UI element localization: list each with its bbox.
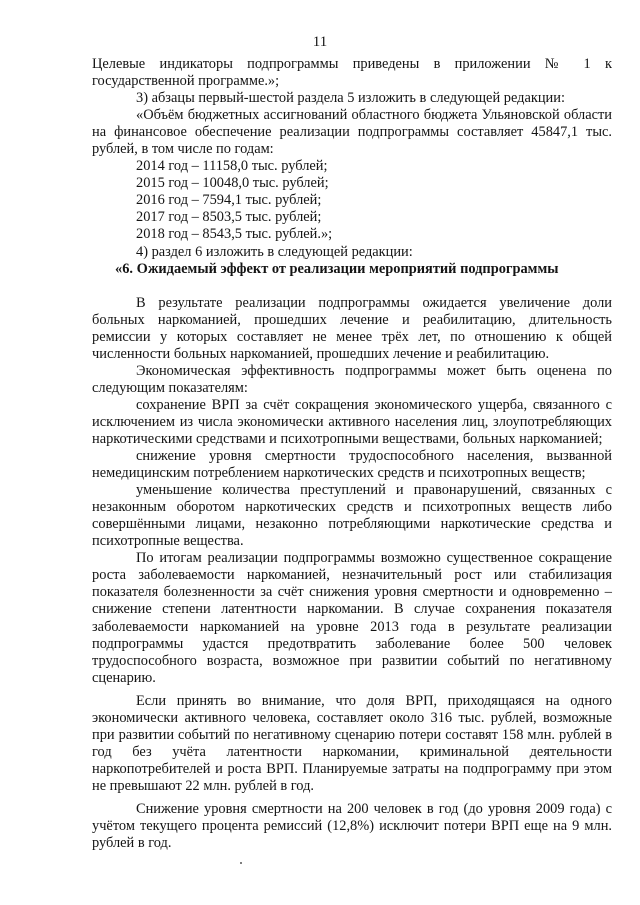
paragraph-indicator-2: снижение уровня смертности трудоспособного населения, вызванной немедицинским потреблением наркотических средств и психотропных веществ; — [92, 448, 612, 482]
year-item: 2014 год – 11158,0 тыс. рублей; — [136, 158, 328, 175]
paragraph-vrp: Если принять во внимание, что доля ВРП, приходящаяся на одного экономически активного человека, составляет около 316 тыс. рублей, возможные при развитии событий по негативному сценарию потери составят 158 млн. рублей в год без учёта латентности наркомании, криминальной деятельности наркопотребителей и роста ВРП. Планируемые затраты на подпрограмму при этом не превышают 22 млн. рублей в год. — [92, 692, 612, 794]
paragraph-item-3: 3) абзацы первый-шестой раздела 5 изложить в следующей редакции: — [136, 90, 565, 107]
paragraph-economic: Экономическая эффективность подпрограммы может быть оценена по следующим показателям: — [92, 362, 612, 396]
document-body — [92, 56, 612, 852]
paragraph-indicator-1: сохранение ВРП за счёт сокращения экономического ущерба, связанного с исключением из числа экономически активного населения лиц, злоупотребляющих наркотическими средствами и психотропными веществами, больных наркоманией; — [92, 396, 612, 447]
year-list — [92, 158, 612, 243]
year-item: 2017 год – 8503,5 тыс. рублей; — [136, 209, 322, 226]
paragraph-indicator-3: уменьшение количества преступлений и правонарушений, связанных с незаконным оборотом наркотических средств и психотропных веществ либо совершёнными лицами, незаконно потребляющими наркотические средства и психотропные вещества. — [92, 482, 612, 550]
page-number: 11 — [312, 34, 328, 50]
section-title: «6. Ожидаемый эффект от реализации мероприятий подпрограммы — [115, 260, 559, 277]
paragraph-budget: «Объём бюджетных ассигнований областного бюджета Ульяновской области на финансовое обеспечение реализации подпрограммы составляет 45847,1 тыс. рублей, в том числе по годам: — [92, 107, 612, 158]
year-item: 2015 год – 10048,0 тыс. рублей; — [136, 175, 329, 192]
year-item: 2018 год – 8543,5 тыс. рублей.»; — [136, 226, 333, 243]
scan-speck — [240, 862, 242, 864]
paragraph-mortality: Снижение уровня смертности на 200 человек в год (до уровня 2009 года) с учётом текущего процента ремиссий (12,8%) исключит потери ВРП еще на 9 млн. рублей в год. — [92, 800, 612, 852]
paragraph-item-4: 4) раздел 6 изложить в следующей редакции: — [136, 243, 413, 260]
paragraph-indicators: Целевые индикаторы подпрограммы приведены в приложении № 1 к государственной программе.»; — [92, 56, 612, 90]
year-item: 2016 год – 7594,1 тыс. рублей; — [136, 192, 322, 209]
paragraph-result: В результате реализации подпрограммы ожидается увеличение доли больных наркоманией, прошедших лечение и реабилитацию, длительность ремиссии у которых составляет не менее трёх лет, по отношению к общей численности больных наркоманией, прошедших лечение и реабилитацию. — [92, 294, 612, 362]
paragraph-results-summary: По итогам реализации подпрограммы возможно существенное сокращение роста заболеваемости наркоманией, незначительный рост или стабилизация показателя болезненности за счёт снижения уровня смертности и одновременно – снижение степени латентности наркомании. В случае сохранения показателя заболеваемости наркоманией на уровне 2013 года в результате реализации подпрограммы удастся предотвратить заболевание более 500 человек трудоспособного возраста, возможное при развитии событий по негативному сценарию. — [92, 550, 612, 686]
